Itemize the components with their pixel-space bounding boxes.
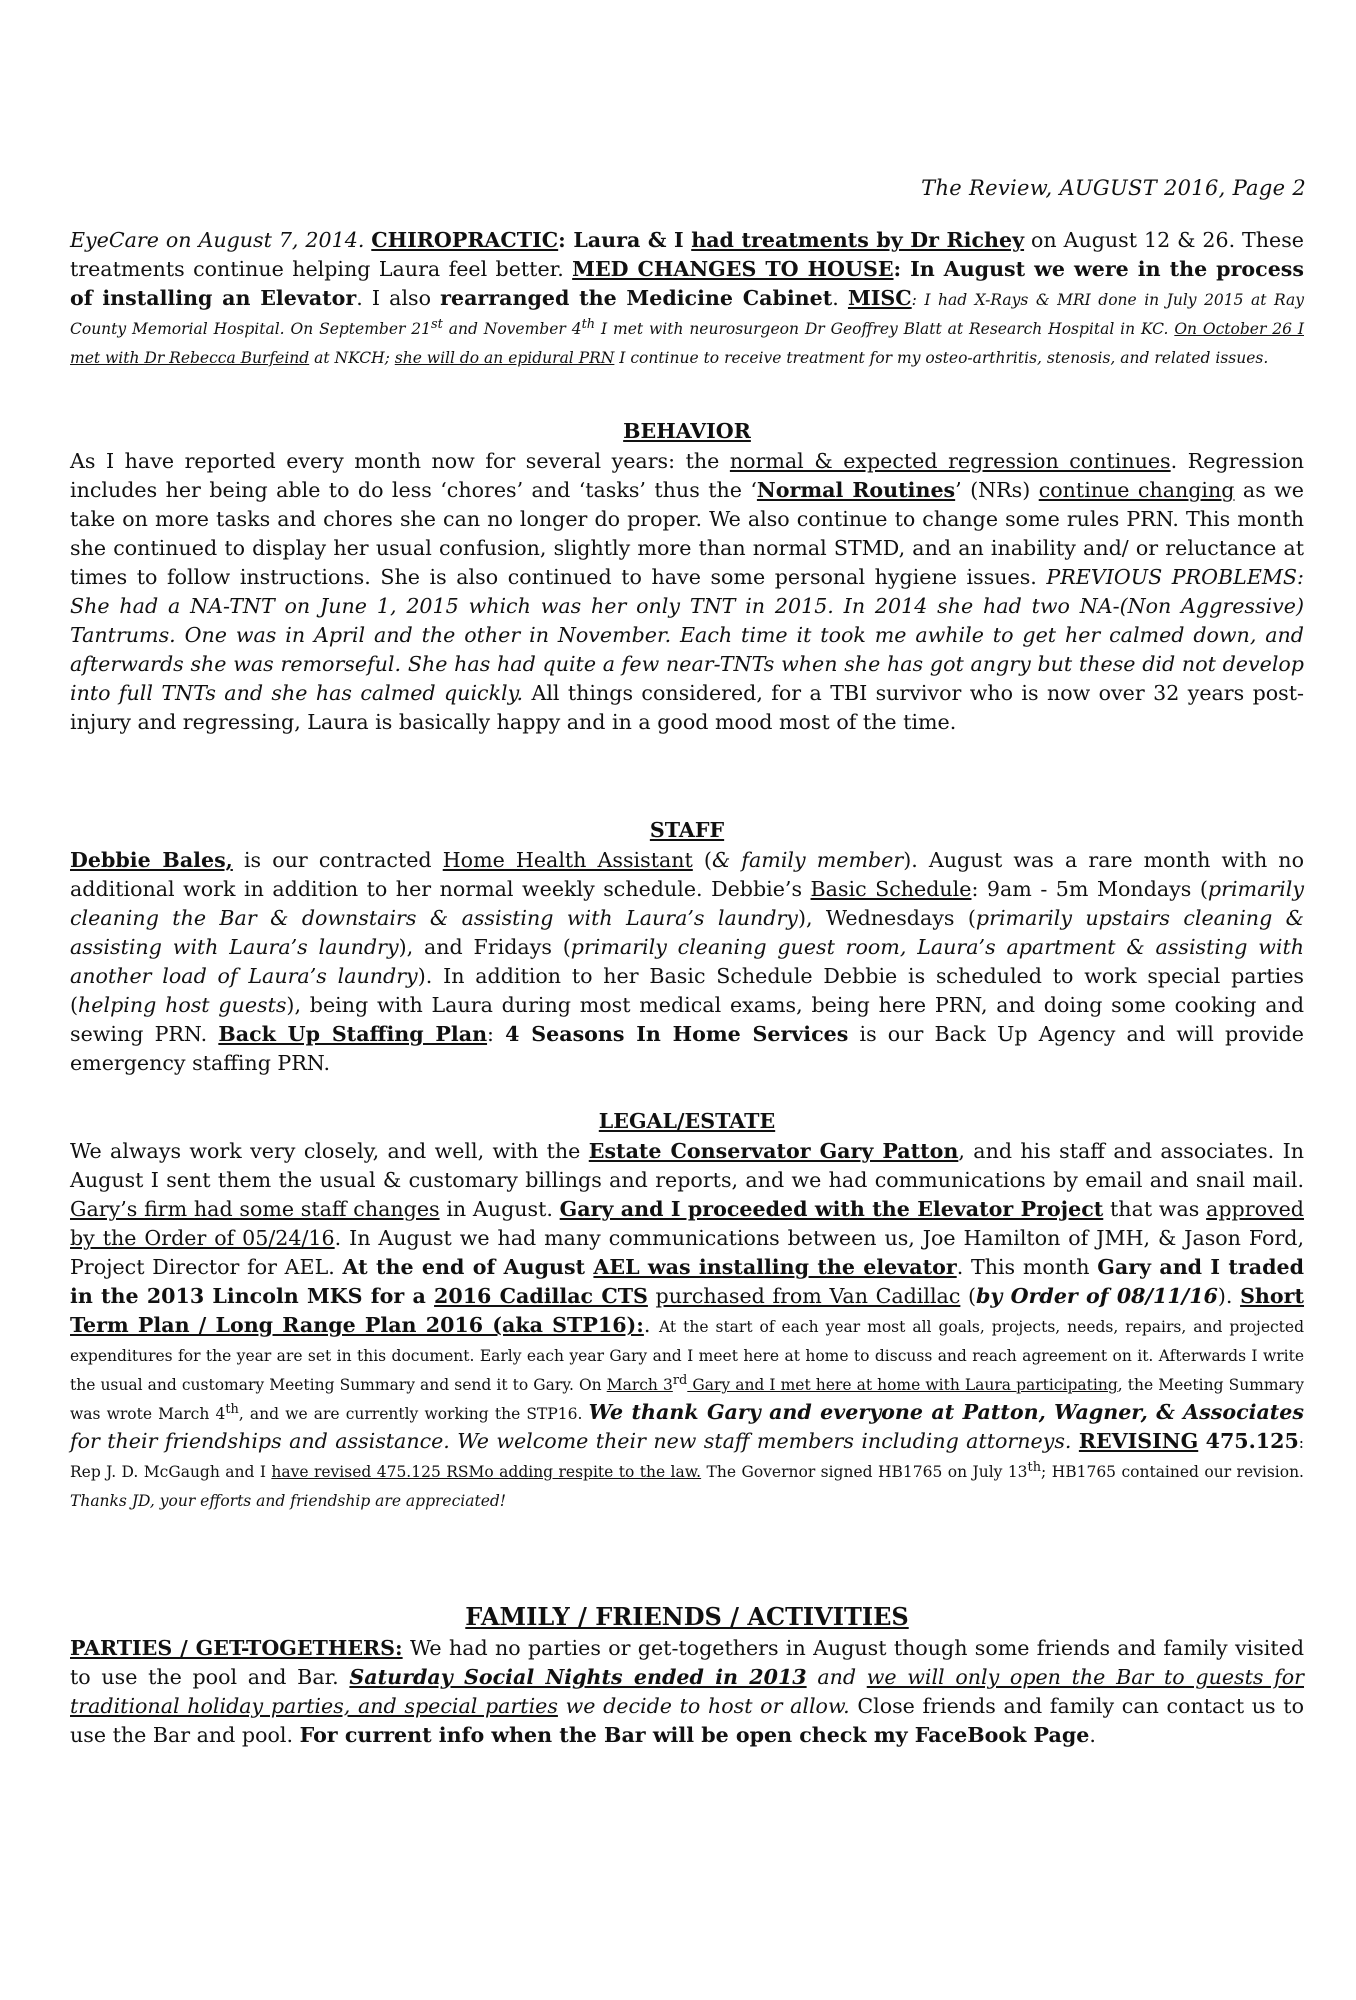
legal-small-text: ; HB1765 contained our revision. xyxy=(1041,1463,1304,1482)
intro-paragraph xyxy=(70,226,1304,371)
staff-text: ( xyxy=(692,848,712,872)
family-italic: we decide to host or allow. xyxy=(557,1694,850,1718)
legal-text: . In August we had many communications between us, Joe Hamilton of JMH, & Jason Ford, Project Director for AEL. xyxy=(70,1226,1304,1279)
legal-small-underlined: March 3 xyxy=(606,1376,673,1395)
misc-underlined: On October 26 I met with Dr Rebecca Burfeind xyxy=(70,320,1304,368)
backup-staffing-label: Back Up Staffing Plan xyxy=(218,1022,488,1046)
med-changes-detail: : In August we were in the process of installing an Elevator xyxy=(70,257,1304,310)
elevator-project-text: Gary and I proceeded with the Elevator Project xyxy=(559,1197,1104,1221)
staff-text: ), Wednesdays ( xyxy=(797,906,976,930)
legal-text: ( xyxy=(960,1284,977,1308)
behavior-text: ’ (NRs) xyxy=(955,478,1039,502)
medicine-cabinet-text: rearranged the Medicine Cabinet xyxy=(440,286,833,310)
superscript: th xyxy=(581,317,596,332)
intro-text: on August 12 & 26. These treatments continue helping Laura feel better. xyxy=(70,228,1304,281)
parties-label: PARTIES / GET-TOGETHERS: xyxy=(70,1636,403,1660)
behavior-underlined: normal & expected regression continues xyxy=(729,449,1171,473)
legal-small-text: : Rep J. D. McGaugh and I xyxy=(70,1434,1305,1482)
order-reference: by Order of 08/11/16 xyxy=(976,1284,1218,1308)
legal-text: . This month xyxy=(956,1255,1098,1279)
legal-paragraph xyxy=(70,1137,1304,1514)
chiropractic-detail: had treatments by Dr Richey xyxy=(691,228,1025,252)
staff-italic: & family member xyxy=(711,848,904,872)
family-text: Close friends and family can contact us to use the Bar and pool. xyxy=(70,1694,1304,1747)
staff-paragraph xyxy=(70,846,1304,1078)
staff-italic: primarily cleaning guest room, Laura’s apartment & assisting with another load of Laura’s laundry xyxy=(70,935,1304,988)
legal-text: We always work very closely, and well, with the xyxy=(70,1139,589,1163)
statute-number: 475.125 xyxy=(1205,1429,1299,1454)
family-text: . xyxy=(1089,1723,1096,1747)
legal-bold-underlined: AEL was installing the elevator xyxy=(593,1255,957,1279)
misc-text: I continue to receive treatment for my osteo-arthritis, stenosis, and related issues. xyxy=(614,349,1269,368)
staff-text: ), and Fridays ( xyxy=(398,935,571,959)
misc-underlined: she will do an epidural PRN xyxy=(394,349,615,368)
legal-text: , and his staff and associates. In August I sent them the usual & customary billings and reports, and we had communications by email and snail mail. xyxy=(70,1139,1304,1192)
previous-problems-text: She had a NA-TNT on June 1, 2015 which was her only TNT in 2015. In 2014 she had two NA-(Non Aggressive) Tantrums. One was in April and the other in November. Each time it took me awhile to get her calmed down, and afterwards she was remorseful. She has had quite a few near-TNTs when she has got angry but these did not develop into full TNTs and she has calmed quickly. xyxy=(70,594,1304,705)
intro-section xyxy=(70,226,1304,371)
behavior-paragraph xyxy=(70,447,1304,737)
normal-routines-label: Normal Routines xyxy=(756,478,956,502)
staff-text: is our Back Up Agency and will provide emergency staffing PRN. xyxy=(70,1022,1304,1075)
superscript: rd xyxy=(672,1373,688,1388)
staff-text: ). In addition to her Basic Schedule Debbie is scheduled to work special parties ( xyxy=(70,964,1305,1017)
staff-text: is our contracted xyxy=(232,848,443,872)
legal-small-text: , and we are currently working the STP16. xyxy=(238,1405,589,1424)
family-italic-underlined: we will only open the Bar to guests for traditional holiday parties, and special parties xyxy=(70,1665,1304,1718)
legal-text xyxy=(1071,1429,1078,1453)
legal-text: that was xyxy=(1103,1197,1207,1221)
intro-text: . xyxy=(832,286,848,310)
legal-small-text: The Governor signed HB1765 on July 13 xyxy=(701,1463,1028,1482)
chiropractic-label: CHIROPRACTIC xyxy=(371,228,559,252)
intro-text: EyeCare on August 7, 2014. xyxy=(70,228,372,252)
staff-heading: STAFF xyxy=(649,818,725,842)
legal-section xyxy=(70,1108,1304,1514)
legal-text: . xyxy=(643,1313,660,1337)
med-changes-label: MED CHANGES TO HOUSE xyxy=(572,257,894,281)
legal-bold: Gary and I traded in the 2013 Lincoln MKS for a xyxy=(70,1255,1304,1308)
behavior-text: All things considered, for a TBI survivor who is now over 32 years post-injury and regressing, Laura is basically happy and in a good mood most of the time. xyxy=(70,681,1304,734)
thanks-text: We thank Gary and everyone at Patton, Wagner, & Associates xyxy=(588,1400,1304,1425)
staff-italic: primarily upstairs cleaning & assisting with Laura’s laundry xyxy=(70,906,1304,959)
misc-label: MISC xyxy=(847,286,912,310)
staff-italic: helping host guests xyxy=(78,993,287,1017)
family-text: We had no parties or get-togethers in August though some friends and family visited to use the pool and Bar. xyxy=(70,1636,1305,1689)
intro-text: . I also xyxy=(356,286,441,310)
facebook-note: For current info when the Bar will be open check my FaceBook Page xyxy=(299,1723,1090,1747)
previous-problems-label: PREVIOUS PROBLEMS: xyxy=(1046,565,1304,589)
running-header: The Review, AUGUST 2016, Page 2 xyxy=(921,176,1306,200)
legal-heading: LEGAL/ESTATE xyxy=(598,1109,776,1133)
legal-underlined: Gary’s firm had some staff changes xyxy=(70,1197,440,1221)
legal-small-underlined: Gary and I met here at home with Laura participating xyxy=(687,1376,1118,1395)
staff-text: : xyxy=(487,1022,506,1046)
legal-italic: for their friendships and assistance. We welcome their new staff members including attorneys. xyxy=(70,1429,1072,1454)
superscript: th xyxy=(225,1402,239,1418)
basic-schedule-label: Basic Schedule xyxy=(810,877,972,901)
staff-text: ), being with Laura during most medical exams, being here PRN, and doing some cooking and sewing PRN. xyxy=(70,993,1304,1046)
legal-underlined: purchased from Van Cadillac xyxy=(655,1284,961,1308)
revising-label: REVISING xyxy=(1078,1429,1199,1454)
legal-small-italic: Thanks JD, your efforts and friendship are appreciated! xyxy=(70,1492,507,1511)
staff-italic: primarily cleaning the Bar & downstairs & assisting with Laura’s laundry xyxy=(70,877,1304,930)
legal-text xyxy=(648,1284,656,1308)
legal-small-text: , the Meeting Summary was wrote March 4 xyxy=(70,1376,1304,1424)
staff-name: Debbie Bales, xyxy=(70,848,233,872)
legal-text: ). xyxy=(1217,1284,1241,1308)
staff-text: : 9am - 5m Mondays ( xyxy=(971,877,1208,901)
family-paragraph xyxy=(70,1634,1304,1750)
staff-section xyxy=(70,817,1304,1078)
saturday-nights-text: Saturday Social Nights ended in 2013 xyxy=(349,1665,807,1689)
legal-small-text: At the start of each year most all goals, projects, needs, repairs, and projected expenditures for the year are set in this document. Early each year Gary and I meet here at home to discuss and reach agreement on it. Afterwards I write the usual and customary Meeting Summary and send it to Gary. On xyxy=(70,1318,1304,1395)
misc-text: at NKCH; xyxy=(309,349,395,368)
superscript: st xyxy=(431,317,443,332)
conservator-name: Estate Conservator Gary Patton xyxy=(588,1139,959,1163)
legal-small-underlined: have revised 475.125 RSMo adding respite to the law. xyxy=(271,1463,702,1482)
legal-text: in August. xyxy=(439,1197,560,1221)
behavior-text: as we take on more tasks and chores she can no longer do proper. We also continue to change some rules PRN. This month she continued to display her usual confusion, slightly more than normal STMD, and an inability and/ or reluctance at times to follow instructions. She is also continued to have some personal hygiene issues. xyxy=(70,478,1304,589)
staff-underlined: Home Health Assistant xyxy=(442,848,693,872)
legal-bold: At the end of August xyxy=(342,1255,594,1279)
family-heading: FAMILY / FRIENDS / ACTIVITIES xyxy=(465,1602,909,1631)
behavior-heading: BEHAVIOR xyxy=(623,419,751,443)
superscript: th xyxy=(1027,1460,1042,1476)
misc-text: and November 4 xyxy=(442,320,582,339)
family-text: and xyxy=(806,1665,867,1689)
legal-underlined: approved by the Order of 05/24/16 xyxy=(70,1197,1304,1250)
behavior-text: . Regression includes her being able to do less ‘chores’ and ‘tasks’ thus the ‘ xyxy=(70,449,1304,502)
family-section xyxy=(70,1602,1304,1750)
legal-text xyxy=(1198,1429,1205,1453)
legal-bold-underlined: 2016 Cadillac CTS xyxy=(434,1284,648,1308)
backup-agency-name: 4 Seasons In Home Services xyxy=(505,1022,849,1046)
staff-text: ). August was a rare month with no additional work in addition to her normal weekly schedule. Debbie’s xyxy=(70,848,1304,901)
behavior-section xyxy=(70,418,1304,737)
behavior-underlined: continue changing xyxy=(1038,478,1235,502)
stp16-label: Short Term Plan / Long Range Plan 2016 (aka STP16): xyxy=(70,1284,1305,1337)
misc-text: : I had X-Rays & MRI done in July 2015 at Ray County Memorial Hospital. On September 21 xyxy=(70,291,1305,339)
misc-text: I met with neurosurgeon Dr Geoffrey Blatt at Research Hospital in KC. xyxy=(595,320,1175,339)
intro-text: : Laura & I xyxy=(558,228,692,252)
behavior-text: As I have reported every month now for several years: the xyxy=(70,449,730,473)
